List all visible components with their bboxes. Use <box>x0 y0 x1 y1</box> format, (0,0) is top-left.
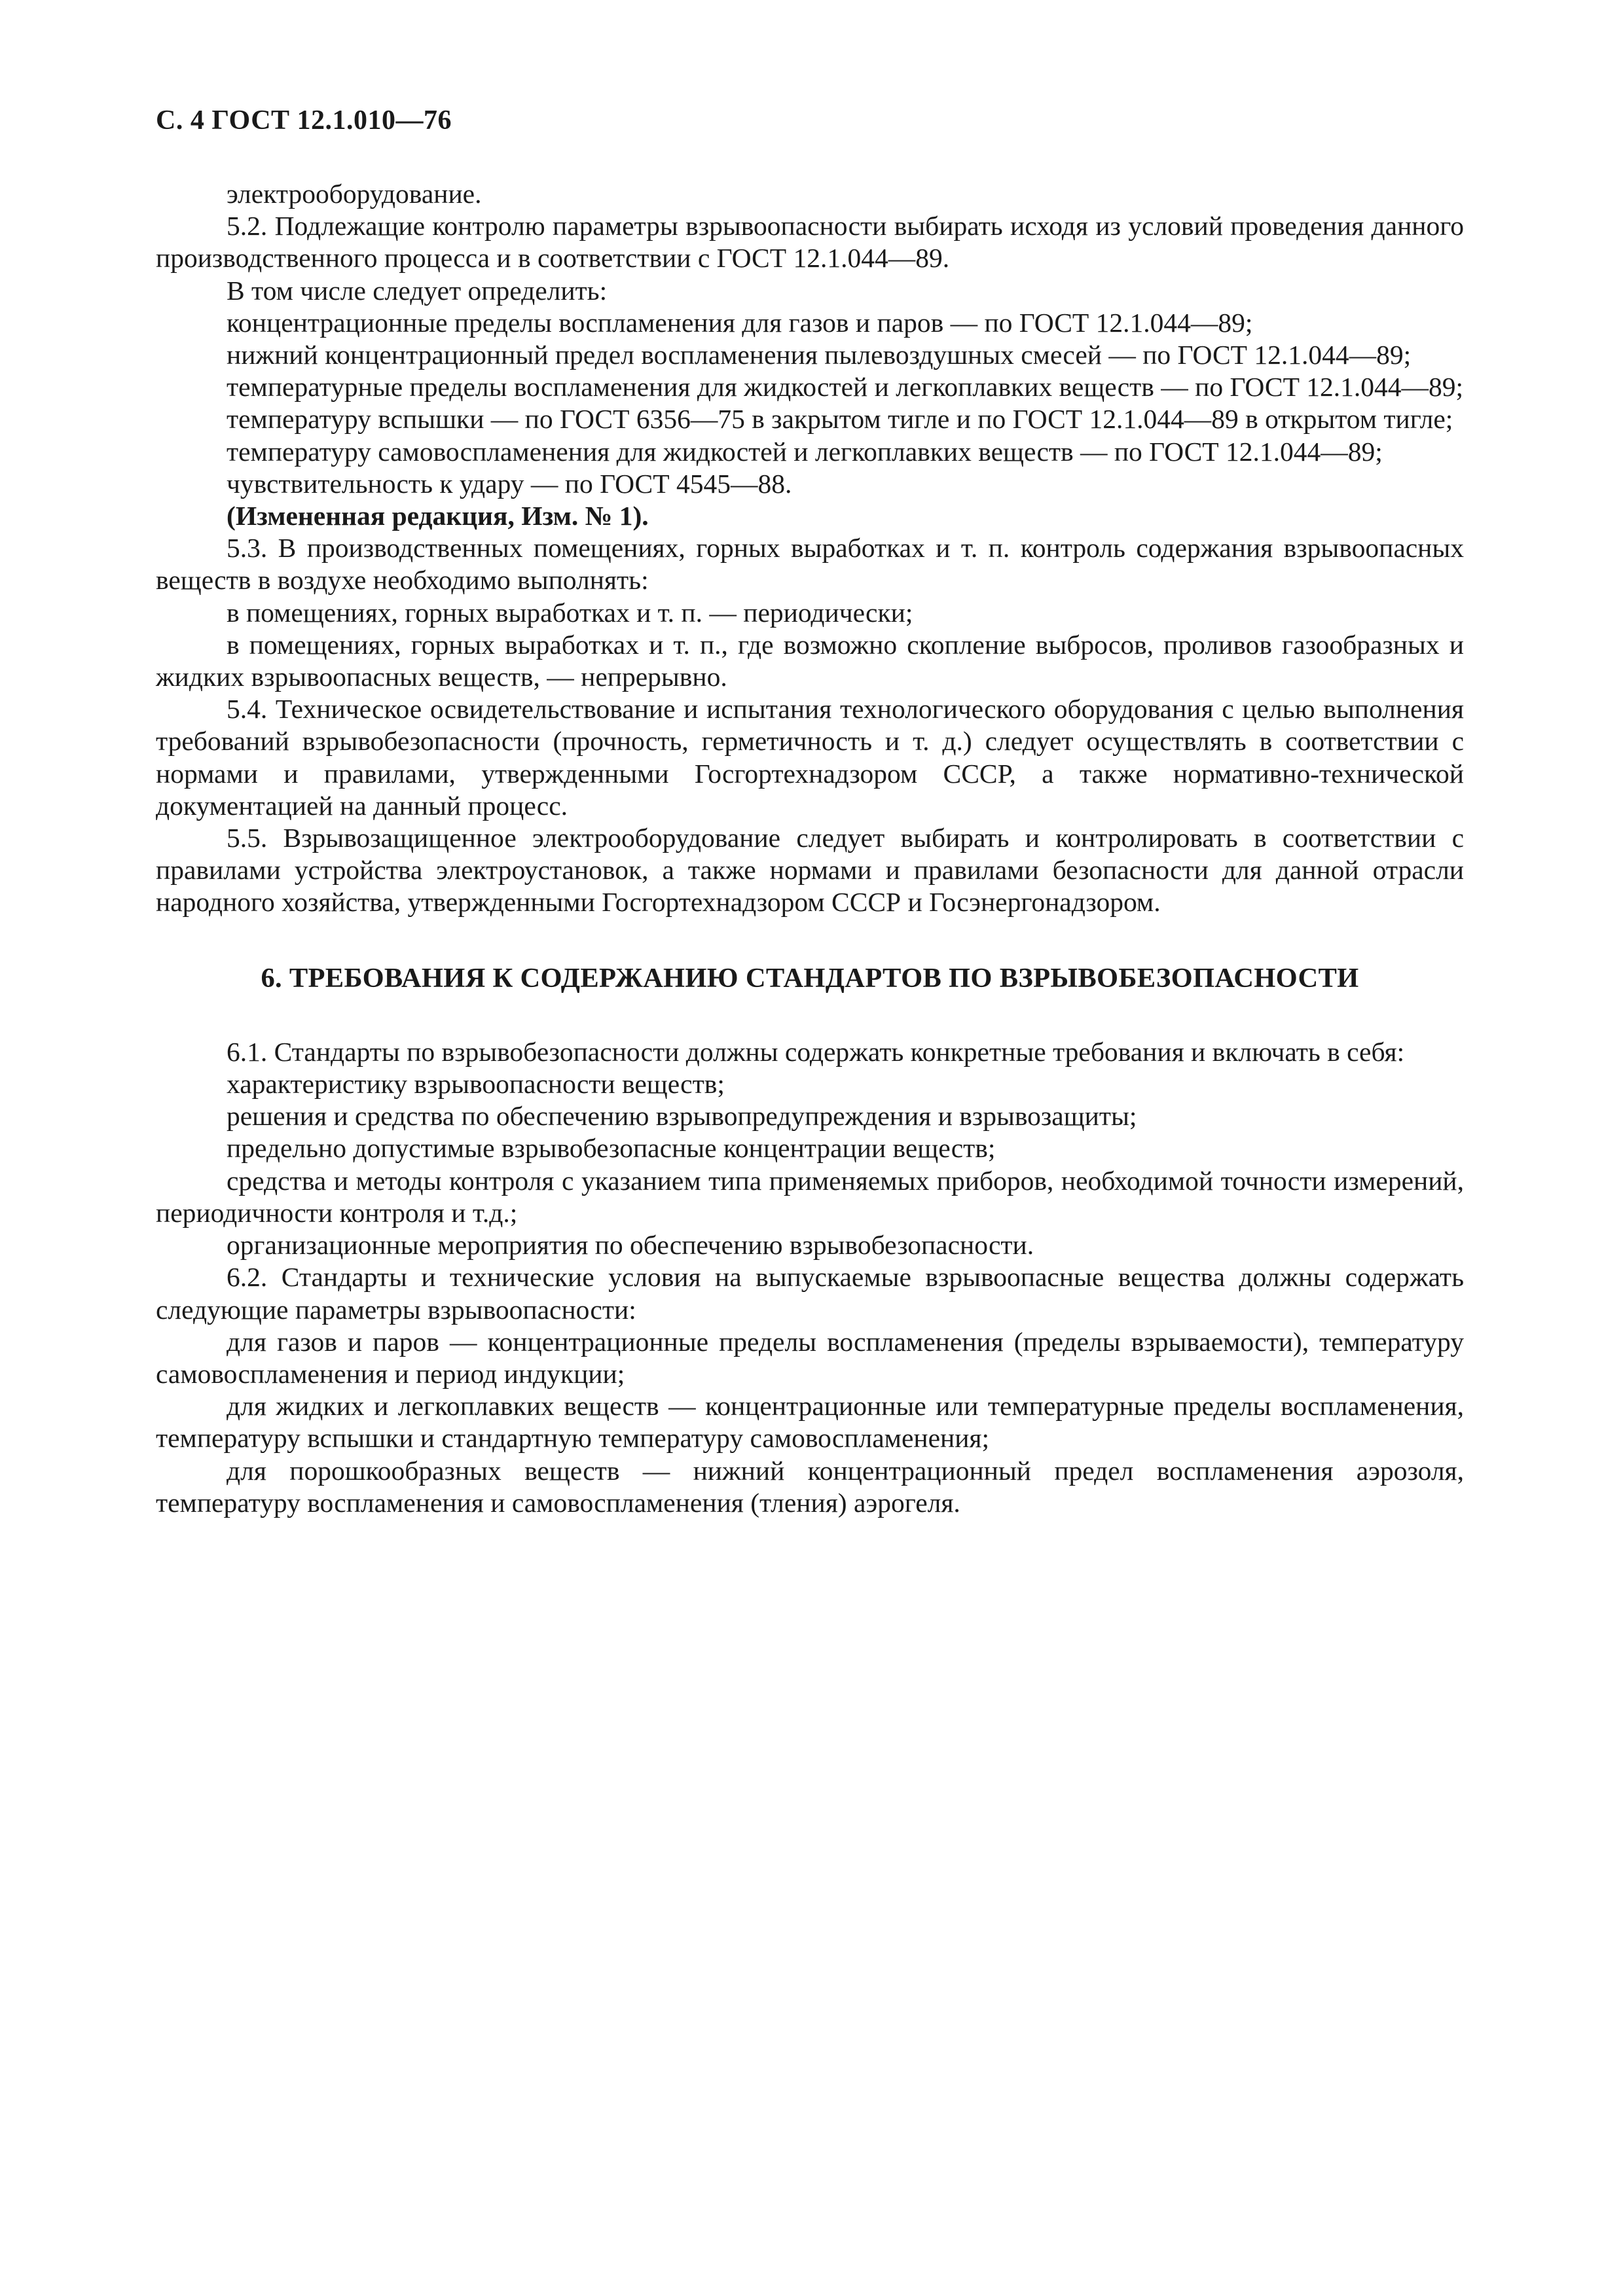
document-body <box>156 178 1464 1519</box>
paragraph: В том числе следует определить: <box>227 275 608 306</box>
list-item: нижний концентрационный предел воспламенения пылевоздушных смесей — по ГОСТ 12.1.044—89; <box>227 340 1412 370</box>
list-item: для газов и паров — концентрационные пределы воспламенения (пределы взрываемости), температуру самовоспламенения и период индукции; <box>156 1326 1464 1389</box>
list-item: решения и средства по обеспечению взрывопредупреждения и взрывозащиты; <box>227 1101 1137 1132</box>
list-item: температуру самовоспламенения для жидкостей и легкоплавких веществ — по ГОСТ 12.1.044—89; <box>227 436 1383 467</box>
paragraph: 5.4. Техническое освидетельствование и испытания технологического оборудования с целью выполнения требований взрывобезопасности (прочность, герметичность и т. д.) следует осуществлять в соответствии с нормами и правилами, утвержденными Госгортехнадзором СССР, а также нормативно-технической документацией на данный процесс. <box>156 694 1464 821</box>
section-heading: 6. ТРЕБОВАНИЯ К СОДЕРЖАНИЮ СТАНДАРТОВ ПО ВЗРЫВОБЕЗОПАСНОСТИ <box>261 962 1359 994</box>
list-item: концентрационные пределы воспламенения для газов и паров — по ГОСТ 12.1.044—89; <box>227 307 1253 338</box>
list-item: температуру вспышки — по ГОСТ 6356—75 в закрытом тигле и по ГОСТ 12.1.044—89 в открытом тигле; <box>227 404 1453 435</box>
list-item: организационные мероприятия по обеспечению взрывобезопасности. <box>227 1230 1034 1261</box>
paragraph: 5.2. Подлежащие контролю параметры взрывоопасности выбирать исходя из условий проведения данного производственного процесса и в соответствии с ГОСТ 12.1.044—89. <box>156 211 1464 274</box>
list-item: температурные пределы воспламенения для жидкостей и легкоплавких веществ — по ГОСТ 12.1.044—89; <box>227 372 1464 403</box>
amendment-note: (Измененная редакция, Изм. № 1). <box>227 501 649 531</box>
list-item: для порошкообразных веществ — нижний концентрационный предел воспламенения аэрозоля, температуру воспламенения и самовоспламенения (тления) аэрогеля. <box>156 1455 1464 1518</box>
list-item: чувствительность к удару — по ГОСТ 4545—88. <box>227 468 792 499</box>
list-item: средства и методы контроля с указанием типа применяемых приборов, необходимой точности измерений, периодичности контроля и т.д.; <box>156 1165 1464 1228</box>
list-item: в помещениях, горных выработках и т. п. — периодически; <box>227 597 913 628</box>
list-item: в помещениях, горных выработках и т. п., где возможно скопление выбросов, проливов газообразных и жидких взрывоопасных веществ, — непрерывно. <box>156 629 1464 692</box>
list-item: характеристику взрывоопасности веществ; <box>227 1069 725 1100</box>
paragraph: 5.5. Взрывозащищенное электрооборудование следует выбирать и контролировать в соответствии с правилами устройства электроустановок, а также нормами и правилами безопасности для данной отрасли народного хозяйства, утвержденными Госгортехнадзором СССР и Госэнергонадзором. <box>156 823 1464 918</box>
paragraph: электрооборудование. <box>227 179 482 209</box>
list-item: для жидких и легкоплавких веществ — концентрационные или температурные пределы воспламенения, температуру вспышки и стандартную температуру самовоспламенения; <box>156 1391 1464 1454</box>
page-header: С. 4 ГОСТ 12.1.010—76 <box>156 105 452 135</box>
paragraph: 6.1. Стандарты по взрывобезопасности должны содержать конкретные требования и включать в себя: <box>227 1036 1405 1067</box>
paragraph: 5.3. В производственных помещениях, горных выработках и т. п. контроль содержания взрывоопасных веществ в воздухе необходимо выполнять: <box>156 533 1464 596</box>
paragraph: 6.2. Стандарты и технические условия на выпускаемые взрывоопасные вещества должны содержать следующие параметры взрывоопасности: <box>156 1262 1464 1325</box>
list-item: предельно допустимые взрывобезопасные концентрации веществ; <box>227 1133 996 1164</box>
